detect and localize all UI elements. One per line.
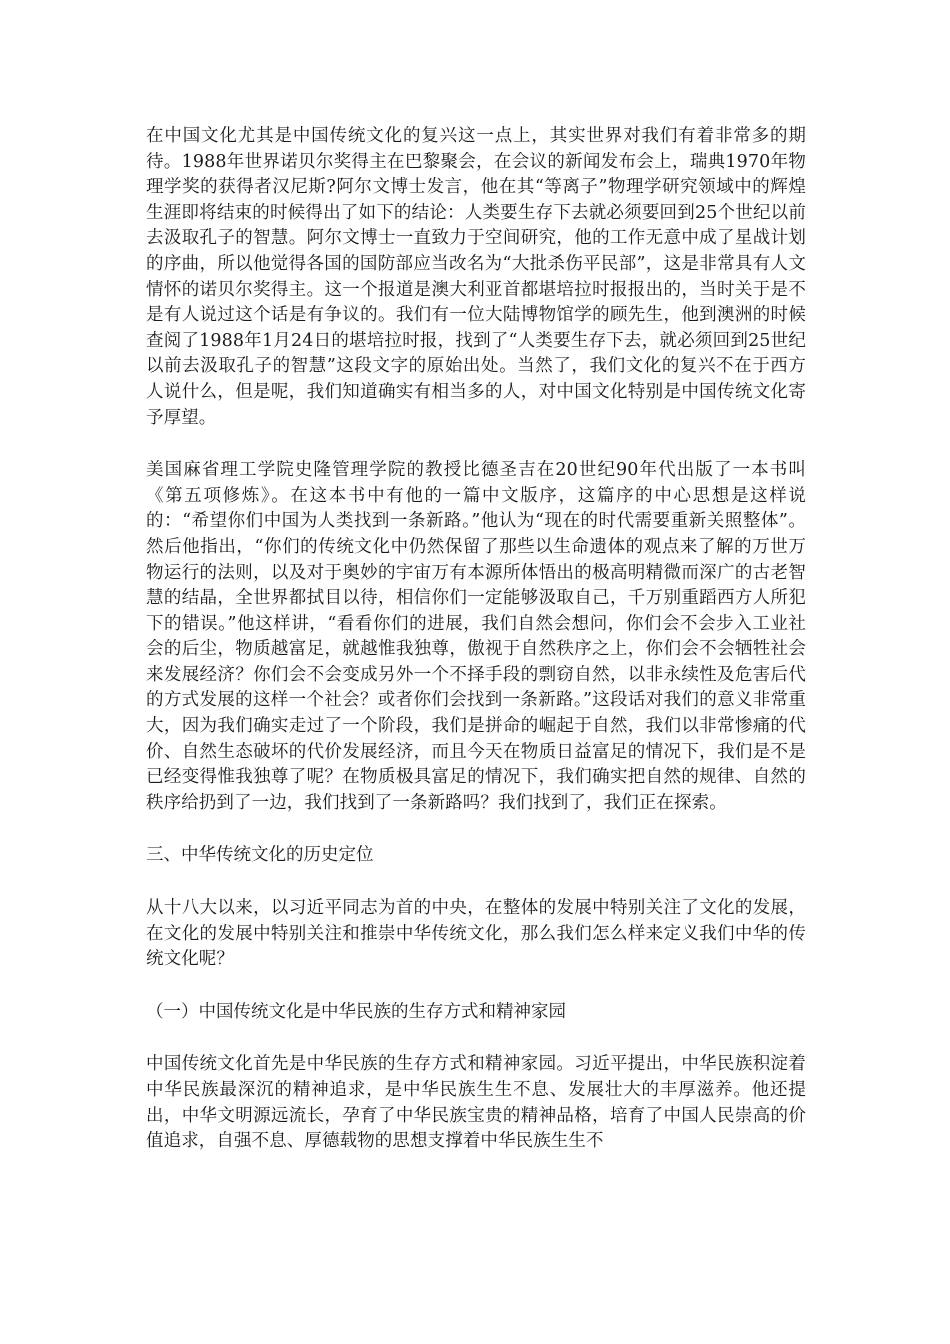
document-page: [146, 124, 806, 1155]
paragraph-2: 美国麻省理工学院史隆管理学院的教授比德圣吉在20世纪90年代出版了一本书叫《第五项修炼》。在这本书中有他的一篇中文版序，这篇序的中心思想是这样说的：“希望你们中国为人类找到一条新路。”他认为“现在的时代需要重新关照整体”。然后他指出，“你们的传统文化中仍然保留了那些以生命遗体的观点来了解的万世万物运行的法则，以及对于奥妙的宇宙万有本源所体悟出的极高明精微而深广的古老智慧的结晶，全世界都拭目以待，相信你们一定能够汲取自己，千万别重蹈西方人所犯下的错误。”他这样讲，“看看你们的进展，我们自然会想问，你们会不会步入工业社会的后尘，物质越富足，就越惟我独尊，傲视于自然秩序之上，你们会不会牺牲社会来发展经济？你们会不会变成另外一个不择手段的剽窃自然，以非永续性及危害后代的方式发展的这样一个社会？或者你们会找到一条新路。”这段话对我们的意义非常重大，因为我们确实走过了一个阶段，我们是拼命的崛起于自然，我们以非常惨痛的代价、自然生态破坏的代价发展经济，而且今天在物质日益富足的情况下，我们是不是已经变得惟我独尊了呢？在物质极具富足的情况下，我们确实把自然的规律、自然的秩序给扔到了一边，我们找到了一条新路吗？我们找到了，我们正在探索。: [146, 460, 806, 813]
paragraph-3: 从十八大以来，以习近平同志为首的中央，在整体的发展中特别关注了文化的发展，在文化的发展中特别关注和推崇中华传统文化，那么我们怎么样来定义我们中华的传统文化呢？: [146, 898, 806, 970]
paragraph-spacer: [146, 973, 806, 1000]
paragraph-spacer: [146, 1025, 806, 1052]
paragraph-spacer: [146, 816, 806, 843]
subsection-heading: （一）中国传统文化是中华民族的生存方式和精神家园: [146, 1001, 566, 1022]
section-heading: 三、中华传统文化的历史定位: [146, 845, 374, 866]
paragraph-spacer: [146, 869, 806, 896]
paragraph-1: 在中国文化尤其是中国传统文化的复兴这一点上，其实世界对我们有着非常多的期待。1988年世界诺贝尔奖得主在巴黎聚会，在会议的新闻发布会上，瑞典1970年物理学奖的获得者汉尼斯?阿尔文博士发言，他在其“等离子”物理学研究领域中的辉煌生涯即将结束的时候得出了如下的结论：人类要生存下去就必须要回到25个世纪以前去汲取孔子的智慧。阿尔文博士一直致力于空间研究，他的工作无意中成了星战计划的序曲，所以他觉得各国的国防部应当改名为“大批杀伤平民部”，这是非常具有人文情怀的诺贝尔奖得主。这一个报道是澳大利亚首都堪培拉时报报出的，当时关于是不是有人说过这个话是有争议的。我们有一位大陆博物馆学的顾先生，他到澳洲的时候查阅了1988年1月24日的堪培拉时报，找到了“人类要生存下去，就必须回到25世纪以前去汲取孔子的智慧”这段文字的原始出处。当然了，我们文化的复兴不在于西方人说什么，但是呢，我们知道确实有相当多的人，对中国文化特别是中国传统文化寄予厚望。: [146, 126, 806, 428]
paragraph-spacer: [146, 431, 806, 458]
paragraph-4: 中国传统文化首先是中华民族的生存方式和精神家园。习近平提出，中华民族积淀着中华民族最深沉的精神追求，是中华民族生生不息、发展壮大的丰厚滋养。他还提出，中华文明源远流长，孕育了中华民族宝贵的精神品格，培育了中国人民崇高的价值追求，自强不息、厚德载物的思想支撑着中华民族生生不: [146, 1054, 806, 1152]
